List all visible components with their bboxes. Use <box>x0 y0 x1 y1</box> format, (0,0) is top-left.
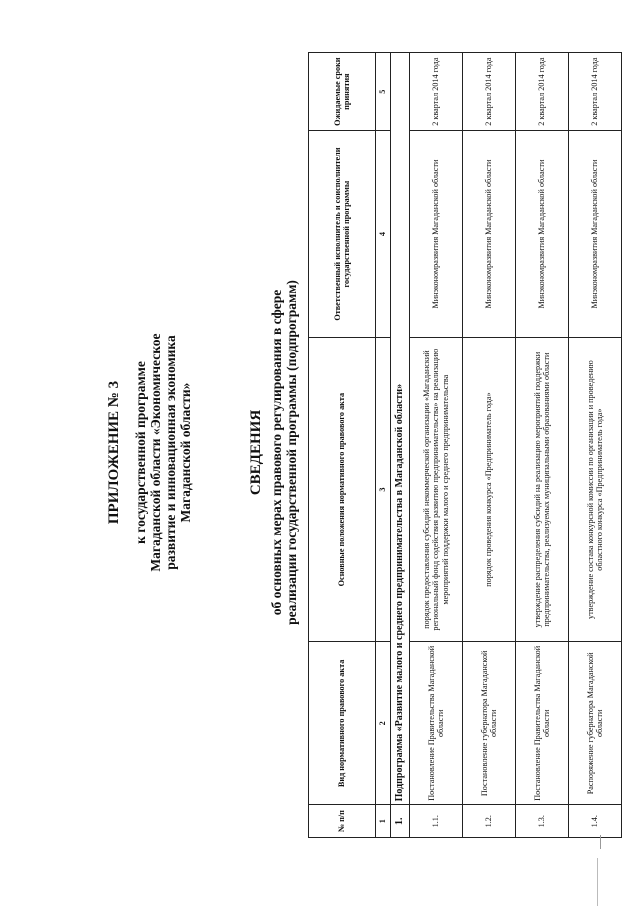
column-header: Основные положения нормативного правового акта <box>309 337 376 641</box>
appendix-line: Магаданской области» <box>178 382 193 523</box>
act-content: порядок предоставления субсидий некоммерческой организации «Магаданский региональный фонд содействия развитию предпринимательства» на реализацию мероприятий поддержки малого и среднего предпринимательства <box>410 337 463 641</box>
act-content: утверждение состава конкурсной комиссии по организации и проведению областного конкурса «Предприниматель года» <box>569 337 622 641</box>
appendix-line: развитие и инновационная экономика <box>163 335 178 570</box>
act-type: Распоряжение губернатора Магаданской области <box>569 642 622 805</box>
adoption-term: 2 квартал 2014 года <box>516 53 569 131</box>
section-number: 1. <box>391 805 410 838</box>
column-number: 5 <box>376 53 391 131</box>
legal-measures-table <box>308 52 622 838</box>
act-type: Постановление губернатора Магаданской области <box>463 642 516 805</box>
row-number: 1.3. <box>516 805 569 838</box>
section-title: Подпрограмма «Развитие малого и среднего предпринимательства в Магаданской области» <box>391 53 410 805</box>
column-header: Вид нормативного правового акта <box>309 642 376 805</box>
act-type: Постановление Правительства Магаданской области <box>516 642 569 805</box>
document-subtitle: об основных мерах правового регулирования в сфере <box>269 289 284 616</box>
executor: Минэкономразвития Магаданской области <box>463 131 516 338</box>
adoption-term: 2 квартал 2014 года <box>463 53 516 131</box>
column-number: 4 <box>376 131 391 338</box>
row-number: 1.1. <box>410 805 463 838</box>
scan-edge-mark <box>600 835 601 849</box>
executor: Минэкономразвития Магаданской области <box>410 131 463 338</box>
column-header: Ожидаемые сроки принятия <box>309 53 376 131</box>
appendix-line: к государственной программе <box>133 361 148 544</box>
column-number: 2 <box>376 642 391 805</box>
document-title: СВЕДЕНИЯ <box>248 409 264 496</box>
table-row <box>410 53 463 838</box>
section-row <box>391 53 410 838</box>
scan-edge-mark <box>597 858 598 906</box>
act-type: Постановление Правительства Магаданской области <box>410 642 463 805</box>
adoption-term: 2 квартал 2014 года <box>569 53 622 131</box>
executor: Минэкономразвития Магаданской области <box>516 131 569 338</box>
table-row <box>463 53 516 838</box>
column-number: 3 <box>376 337 391 641</box>
document-subtitle: реализации государственной программы (подпрограмм) <box>284 280 299 625</box>
table-header-row <box>309 53 376 838</box>
table-row <box>569 53 622 838</box>
column-number-row <box>376 53 391 838</box>
row-number: 1.2. <box>463 805 516 838</box>
column-number: 1 <box>376 805 391 838</box>
row-number: 1.4. <box>569 805 622 838</box>
executor: Минэкономразвития Магаданской области <box>569 131 622 338</box>
table-row <box>516 53 569 838</box>
column-header: № п/п <box>309 805 376 838</box>
appendix-line: Магаданской области «Экономическое <box>148 333 163 572</box>
act-content: порядок проведения конкурса «Предприниматель года» <box>463 337 516 641</box>
column-header: Ответственный исполнитель и соисполнители государственной программы <box>309 131 376 338</box>
appendix-title: ПРИЛОЖЕНИЕ № 3 <box>106 380 122 525</box>
adoption-term: 2 квартал 2014 года <box>410 53 463 131</box>
act-content: утверждение распределения субсидий на реализацию мероприятий поддержки предпринимательства, реализуемых муниципальными образованиями области <box>516 337 569 641</box>
